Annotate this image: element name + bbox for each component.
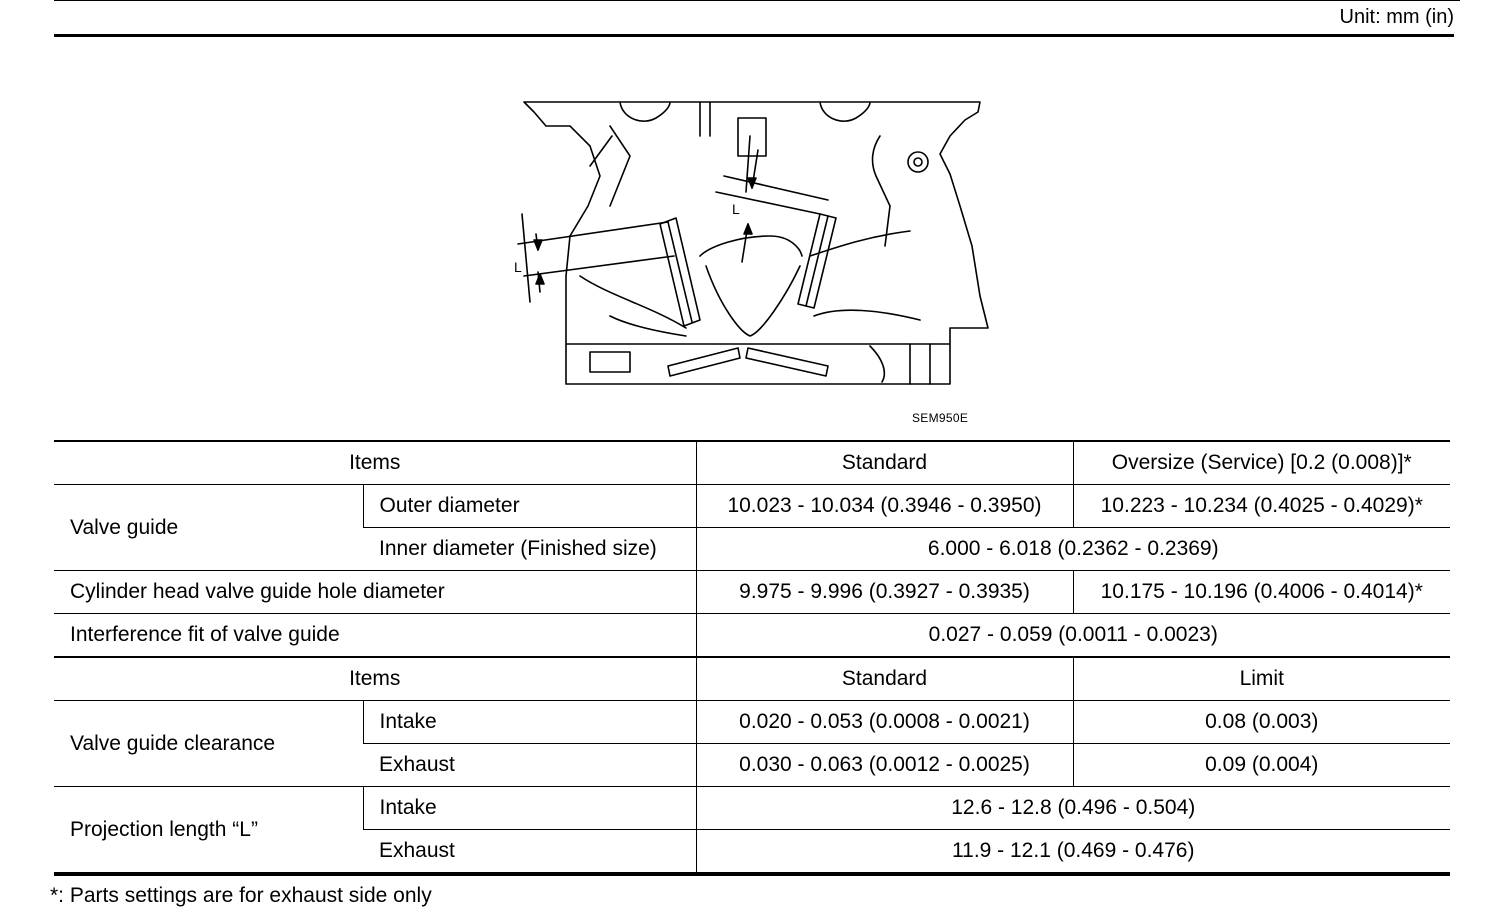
hole-oversize-value: 10.175 - 10.196 (0.4006 - 0.4014)*	[1073, 571, 1450, 614]
row-label-hole-diameter: Cylinder head valve guide hole diameter	[54, 571, 696, 614]
unit-label: Unit: mm (in)	[1339, 6, 1454, 28]
valve-guide-spec-table	[54, 440, 1450, 876]
sub-label-projection-intake: Intake	[363, 787, 696, 830]
header2-limit: Limit	[1073, 657, 1450, 701]
dimension-label-left: L	[514, 259, 522, 275]
header-oversize: Oversize (Service) [0.2 (0.008)]*	[1073, 441, 1450, 485]
table-row	[54, 614, 1450, 658]
outer-oversize-value: 10.223 - 10.234 (0.4025 - 0.4029)*	[1073, 485, 1450, 528]
clearance-intake-limit: 0.08 (0.003)	[1073, 701, 1450, 744]
projection-intake-value: 12.6 - 12.8 (0.496 - 0.504)	[696, 787, 1450, 830]
outer-standard-value: 10.023 - 10.034 (0.3946 - 0.3950)	[696, 485, 1073, 528]
table-row	[54, 485, 1450, 528]
inner-diameter-value: 6.000 - 6.018 (0.2362 - 0.2369)	[696, 528, 1450, 571]
footnote: *: Parts settings are for exhaust side only	[50, 884, 432, 907]
sub-label-intake: Intake	[363, 701, 696, 744]
header-standard: Standard	[696, 441, 1073, 485]
sub-label-projection-exhaust: Exhaust	[363, 830, 696, 875]
sub-label-inner-diameter: Inner diameter (Finished size)	[363, 528, 696, 571]
dimension-label-right: L	[732, 201, 740, 217]
top-thin-rule	[54, 0, 1460, 1]
sub-label-exhaust: Exhaust	[363, 744, 696, 787]
figure-code: SEM950E	[912, 411, 969, 425]
sub-label-outer-diameter: Outer diameter	[363, 485, 696, 528]
row-label-projection-length: Projection length “L”	[54, 787, 363, 875]
top-rule	[54, 34, 1454, 37]
row-label-valve-guide: Valve guide	[54, 485, 363, 571]
clearance-exhaust-limit: 0.09 (0.004)	[1073, 744, 1450, 787]
interference-fit-value: 0.027 - 0.059 (0.0011 - 0.0023)	[696, 614, 1450, 658]
clearance-exhaust-standard: 0.030 - 0.063 (0.0012 - 0.0025)	[696, 744, 1073, 787]
table-header-row-2	[54, 657, 1450, 701]
cylinder-head-cross-section-diagram	[510, 96, 1000, 396]
header2-standard: Standard	[696, 657, 1073, 701]
hole-standard-value: 9.975 - 9.996 (0.3927 - 0.3935)	[696, 571, 1073, 614]
table-row	[54, 571, 1450, 614]
table-row	[54, 787, 1450, 830]
header2-items: Items	[54, 657, 696, 701]
row-label-valve-guide-clearance: Valve guide clearance	[54, 701, 363, 787]
table-header-row	[54, 441, 1450, 485]
row-label-interference-fit: Interference fit of valve guide	[54, 614, 696, 658]
projection-exhaust-value: 11.9 - 12.1 (0.469 - 0.476)	[696, 830, 1450, 875]
table-row	[54, 701, 1450, 744]
clearance-intake-standard: 0.020 - 0.053 (0.0008 - 0.0021)	[696, 701, 1073, 744]
header-items: Items	[54, 441, 696, 485]
